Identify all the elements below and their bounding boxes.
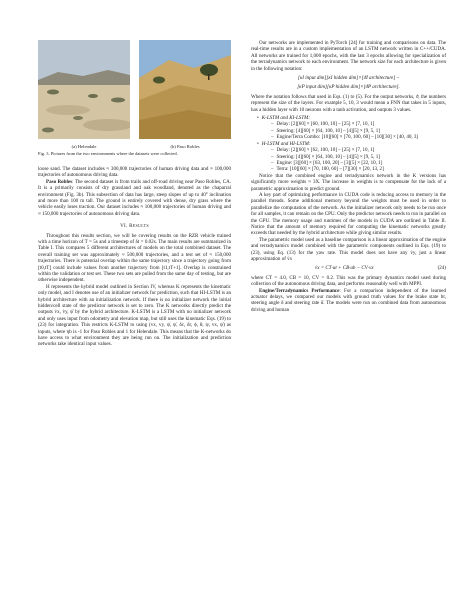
figure-caption: Fig. 3. Pictures from the two environments where the datasets were collected. (38, 151, 178, 157)
subcaption-b: (b) Paso Robles (170, 144, 200, 150)
h-lstm-group (257, 141, 446, 173)
paragraph-dataset-size: loose sand. The dataset includes ≈ 300,000 trajectories of human driving data and ≈ 100,000 trajectories of autonomous driving data. (38, 165, 231, 179)
paragraph-notation-explained: Where the notation follows that used in Eqs. (1) to (5). For the output networks, ϑ, the numbers represent the size of the layers. For example 5, 10, 3 would mean a FNN that takes in 5 inputs, has a hidden layer with 10 neurons with a tanh activation, and outputs 3 values. (251, 93, 446, 113)
paragraph-constants: where CT = 4.0, CB = 10, CV = 0.2. This was the primary dynamics model used during collection of the autonomous driving data, and performs reasonably well with MPPI. (251, 274, 446, 288)
notation-line-2: [κP input dim][κP hidden dim]×[ϑP architecture]. (297, 84, 400, 91)
engine-terra-text: : For a comparison independent of the learned actuator delays, we compared our models with ground truth values for the brake state bt, steering angle δ and steering rate δ̇. The models were run on combined data from autonomous driving and human (251, 287, 446, 313)
h-lstm-items (257, 147, 446, 173)
k-lstm-items (257, 121, 446, 140)
equation-number: (24) (437, 265, 446, 272)
k-item-delay: – Delay: [2][60] × [60, 100, 10] – [25] × [7, 10, 1] (271, 121, 446, 127)
h-item-steering: – Steering: [4][60] × [64, 100, 10] – [4][5] × [9, 5, 1] (271, 154, 446, 160)
paragraph-architectures: H represents the hybrid model outlined in Section IV, whereas K represents the kinematic only model, and I denotes use of an initializer network for prediction, such that HI-LSTM is an hybrid architecture with an initialization network. If there is no initializer network the initial hidden/cell state of the predictor network is set to zero. The K networks directly predict the outputs v̇x, v̇y, ψ̈ by the hybrid architecture. K-LSTM is a LSTM with no initializer network and only uses input from odometry and elevation map, but still uses the kinematic Eqs. (19) to (23) for integration. This restricts K-LSTM to using (vx, vy, ψ̇, ψ̇, δc, δr, ϕ, θ, ψ, vx, ψ̇) as inputs, where ηb is -1 for Paso Robles and 1 for Helendale. This means that the K-networks do have access to what environment they are being run on. The initialization and prediction networks take identical input values. (38, 283, 231, 348)
paragraph-paso-robles (38, 179, 231, 217)
paso-robles-photo (139, 40, 231, 139)
k-lstm-title: K-LSTM and KI-LSTM: (261, 115, 311, 122)
engine-terra-heading: Engine/Terradynamics Performance (259, 287, 340, 294)
section-title-results: VI. Results (120, 223, 149, 230)
h-item-terra: – Terra: [10][60] × [70, 100, 60] – [7][30] × [20, 13, 2] (271, 166, 446, 172)
figure-b (139, 40, 231, 150)
architecture-list (251, 115, 446, 173)
k-item-steering: – Steering: [4][60] × [64, 100, 10] – [4][5] × [9, 5, 1] (271, 128, 446, 134)
paso-robles-text: : The second dataset is from trails and off-road driving near Paso Robles, CA. It is a primarily consists of dry grassland and oak woodland, denoted as the chaparral environment (Fig. 3b). This subsection of data has large, steep slopes of up to 40° inclination and more than 100 m tall. The ground is entirely covered with dense, dry grass where the vehicle easily loses traction. Our dataset includes ≈ 100,000 trajectories of human driving and ≈ 150,000 trajectories of autonomous driving data. (38, 178, 232, 217)
left-column (38, 40, 231, 348)
h-item-engine: – Engine: [3][60] × [63, 100, 20] – [3][5] × [22, 10, 1] (271, 160, 446, 166)
subcaption-a: (a) Helendale (71, 144, 97, 150)
paso-robles-heading: Paso Robles (46, 178, 73, 185)
figure-row (38, 40, 231, 150)
k-lstm-group (257, 115, 446, 141)
paragraph-parametric: The parametric model used as a baseline comparison is a linear approximation of the engine and terradynamics model combined with the parametric components outlined in Eqs. (19) to (23), using Eq. (13) for the yaw rate. This model does not have any v̇y, just a linear approximation of v̇x (251, 236, 446, 262)
paragraph-implementation: Our networks are implemented in PyTorch [24] for training and comparisons on data. The real-time results are in a custom implementation of an LSTM network written in C++/CUDA. All networks are trained for 1,000 epochs, with the last 3 epochs allowing for specialization of the terradynamics network to each environment. The network size for each architecture is given in the following notation: (251, 40, 446, 72)
paragraph-weights: Notice that the combined engine and terradynamics network in the K versions has significantly more weights ≈ 3X. The increase in weights is to compensate for the lack of a parametric approximation to predict ground. (251, 172, 446, 192)
paragraph-engine-terra (251, 288, 446, 314)
notation-line-1: [κI input dim][κI hidden dim]×[ϑI architecture] – (297, 75, 400, 82)
h-lstm-title: H-LSTM and HI-LSTM: (261, 140, 311, 147)
equation-body: v̇x = CT·ut + CB·ub − CV·vx (315, 265, 374, 272)
k-item-engine-terra: – Engine/Terra Combo: [10][60] × [70, 100, 60] – [10][30] × [40, 40, 3] (271, 134, 446, 140)
equation-24 (251, 265, 446, 271)
paragraph-cuda: A key part of optimizing performance in CUDA code is reducing access to memory in the parallel threads. Some additional memory beyond the weights must be used in order to parallelize the computation of the network. As the initializer network only needs to be run once for all samples, it can remain on the CPU. Only the predictor network needs to run in parallel on the GPU. The memory usage and runtimes of the models in CUDA are outlined in Table II. Notice that the amount of memory required for computing the kinematic networks greatly exceeds that needed by the hybrid architecture while giving similar results. (251, 191, 446, 237)
h-item-delay: – Delay: [2][60] × [62, 100, 10] – [25] × [7, 10, 1] (271, 147, 446, 153)
paragraph-results-intro: Throughout this results section, we will be covering results on the RZR vehicle trained with a time horizon of T = 5s and a timestep of δt = 0.02s. The main results are summarized in Table I. This compares 5 different architectures of models on the total combined dataset. The overall training set was approximately ≈ 500,000 trajectories, and a test set of ≈ 150,000 trajectories. There is potential overlap within the same trajectory since a trajectory going from [t0,tT] could include values from another trajectory from [t1,tT+1]. Overlap is constrained within the validation or test set. These two sets are pulled from the same day of testing, but are otherwise independent. (38, 232, 231, 284)
right-column (251, 40, 446, 313)
figure-a (38, 40, 130, 150)
helendale-photo (38, 40, 130, 139)
